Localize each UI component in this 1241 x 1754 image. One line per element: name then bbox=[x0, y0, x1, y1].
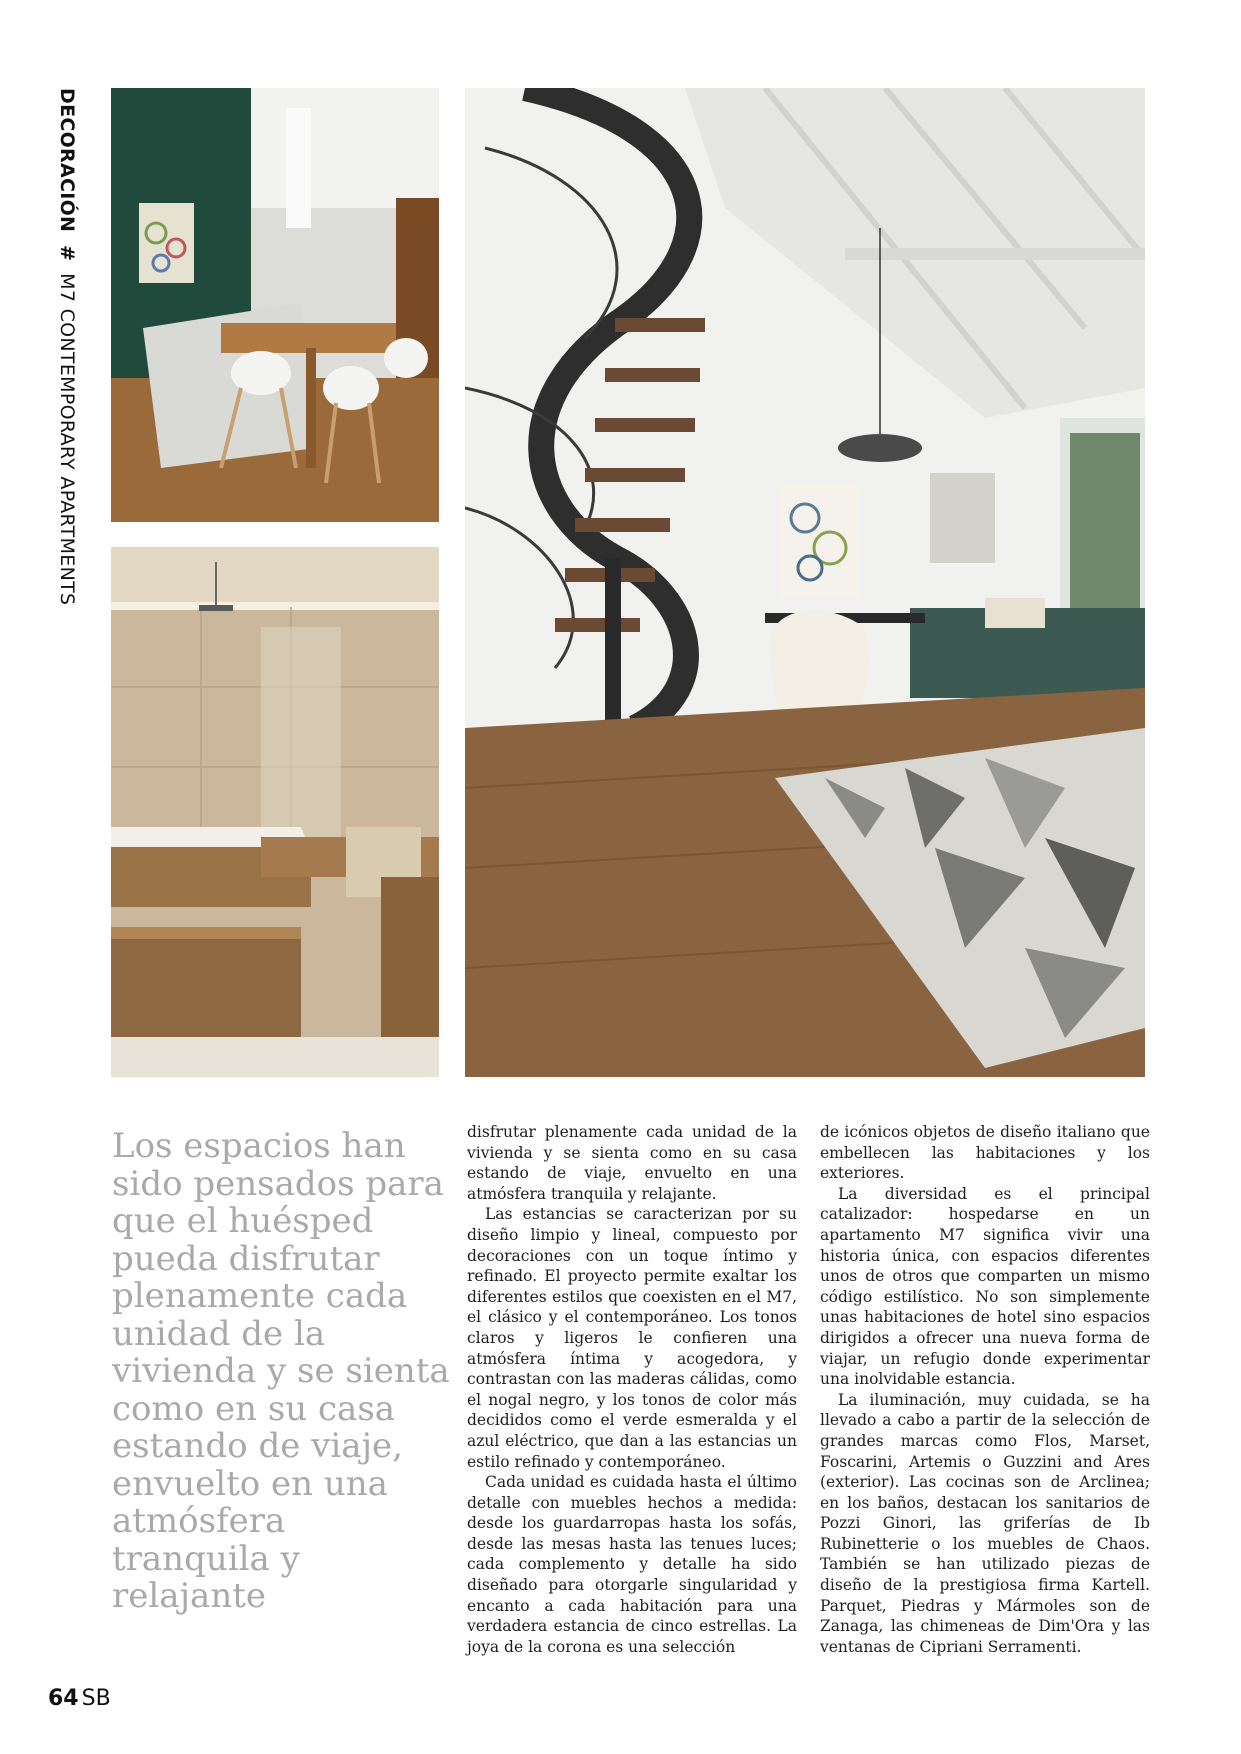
body-paragraph: Las estancias se caracterizan por su diseño limpio y lineal, compuesto por decoraciones con un toque íntimo y refinado. El proyecto permite exaltar los diferentes estilos que coexisten en el M7, el clásico y el contemporáneo. Los tonos claros y ligeros le confieren una atmósfera íntima y acogedora, y contrastan con las maderas cálidas, como el nogal negro, y los tonos de color más decididos como el verde esmeralda y el azul eléctrico, que dan a las estancias un estilo refinado y contemporáneo. bbox=[467, 1205, 797, 1471]
living-room-photo bbox=[465, 88, 1145, 1077]
body-paragraph: disfrutar plenamente cada unidad de la vivienda y se sienta como en su casa estando de viaje, envuelto en una atmósfera tranquila y relajante. bbox=[467, 1123, 797, 1203]
body-paragraph: La diversidad es el principal catalizador: hospedarse en un apartamento M7 significa vivir una historia única, con espacios diferentes unos de otros que comparten un mismo código estilístico. No son simplemente unas habitaciones de hotel sino espacios dirigidos a ofrecer una nueva forma de viajar, un refugio donde experimentar una inolvidable estancia. bbox=[820, 1184, 1150, 1389]
pull-quote: Los espacios han sido pensados para que el huésped pueda disfrutar plenamente cada unidad de la vivienda y se sienta como en su casa estando de viaje, envuelto en una atmósfera tranquila y relajante bbox=[112, 1126, 450, 1616]
body-paragraph: de icónicos objetos de diseño italiano que embellecen las habitaciones y los exteriores. bbox=[820, 1123, 1150, 1183]
magazine-name: SB bbox=[81, 1686, 111, 1711]
body-column-right bbox=[820, 1122, 1150, 1657]
section-label bbox=[56, 88, 78, 605]
body-paragraph: La iluminación, muy cuidada, se ha llevado a cabo a partir de la selección de grandes marcas como Flos, Marset, Foscarini, Artemis o Guzzini and Ares (exterior). Las cocinas son de Arclinea; en los baños, destacan los sanitarios de Pozzi Ginori, las griferías de Ib Rubinetterie o los muebles de Chaos. También se han utilizado piezas de diseño de la prestigiosa firma Kartell. Parquet, Piedras y Mármoles son de Zanaga, las chimeneas de Dim'Ora y las ventanas de Cipriani Serramenti. bbox=[820, 1390, 1150, 1656]
page-folio bbox=[48, 1686, 111, 1711]
kitchen-photo bbox=[111, 88, 439, 522]
bathroom-photo bbox=[111, 547, 439, 1077]
section-name: DECORACIÓN bbox=[56, 88, 78, 233]
body-paragraph: Cada unidad es cuidada hasta el último detalle con muebles hechos a medida: desde los guardarropas hasta los sofás, desde las mesas hasta las tenues luces; cada complemento y detalle ha sido diseñado para otorgarle singularidad y encanto a cada habitación para una verdadera estancia de cinco estrellas. La joya de la corona es una selección bbox=[467, 1473, 797, 1656]
section-separator: # bbox=[56, 244, 78, 261]
body-column-middle bbox=[467, 1122, 797, 1657]
page-number: 64 bbox=[48, 1686, 79, 1711]
article-title: M7 CONTEMPORARY APARTMENTS bbox=[56, 273, 78, 606]
